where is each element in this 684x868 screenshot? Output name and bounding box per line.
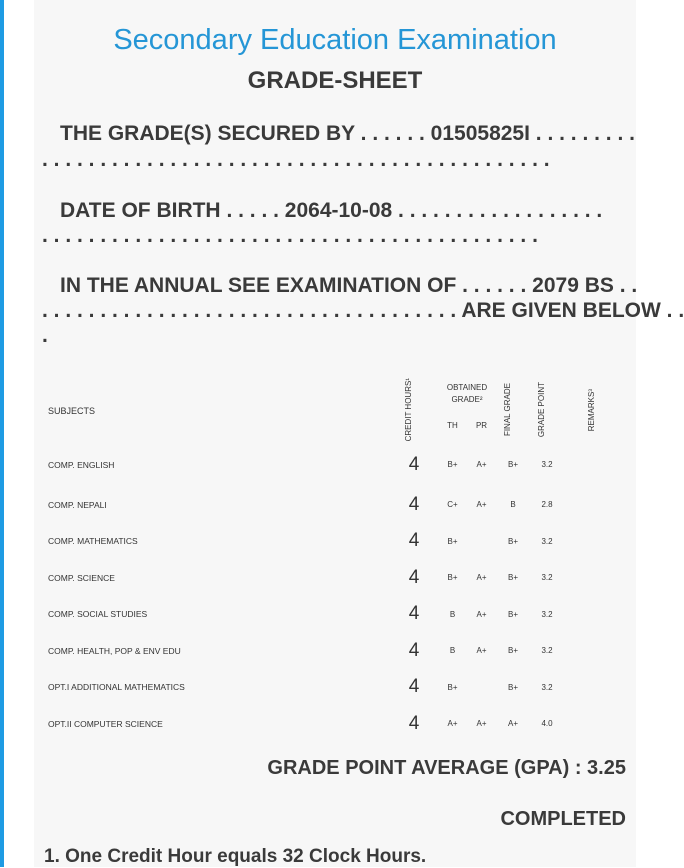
given-below: ARE GIVEN BELOW [461, 299, 661, 322]
grade-sheet [34, 0, 684, 867]
remarks-cell [564, 486, 619, 523]
symbol-number: 01505825I [430, 122, 530, 145]
dob-line: DATE OF BIRTH . . . . . 2064-10-08 . . . . . . . . . . . . . . . . . . [60, 199, 603, 222]
header-pr: PR [475, 421, 488, 431]
header-th: TH [447, 421, 458, 431]
table-header-row [34, 378, 636, 408]
final-grade-cell: B+ [507, 573, 518, 583]
credit-hours-cell: 4 [408, 712, 420, 734]
credit-hours-cell: 4 [408, 493, 420, 515]
exam-year: 2079 BS [532, 274, 614, 297]
table-row [34, 523, 636, 560]
header-grade-point: GRADE POINT [537, 382, 546, 438]
subject-cell: COMP. SOCIAL STUDIES [48, 609, 148, 620]
given-below-line: . . . . . . . . . . . . . . . . . . . . . . . . . . . . . . . . . . . . ARE GIVEN BELOW . . [42, 299, 684, 322]
dotted-leader: . . . . . . . . . . . . . . . . . . . . . . . . . . . . . . . . . . . . . . . . . . . [42, 224, 538, 247]
header-obtained-grade: OBTAINED GRADE² [446, 383, 488, 405]
gpa-summary: GRADE POINT AVERAGE (GPA) : 3.25 [267, 757, 626, 779]
remarks-cell [564, 669, 619, 706]
subject-cell: COMP. MATHEMATICS [48, 536, 138, 547]
theory-grade-cell: B+ [447, 536, 458, 546]
page-subtitle: GRADE-SHEET [247, 67, 423, 94]
table-row [34, 705, 636, 742]
practical-grade-cell: A+ [476, 719, 487, 729]
dob-value: 2064-10-08 [284, 199, 393, 222]
page-title: Secondary Education Examination [113, 24, 557, 56]
spacer-cell [619, 632, 636, 669]
grade-point-cell: 3.2 [541, 536, 553, 546]
spacer-cell [619, 523, 636, 560]
theory-grade-cell: B+ [447, 682, 458, 692]
table-row [34, 669, 636, 706]
final-grade-cell: B+ [507, 646, 518, 656]
remarks-cell [564, 443, 619, 486]
header-credit-hours: CREDIT HOURS¹ [404, 378, 413, 442]
header-final-grade: FINAL GRADE [503, 383, 512, 437]
final-grade-cell: B+ [507, 609, 518, 619]
grade-point-cell: 3.2 [541, 682, 553, 692]
theory-grade-cell: B+ [447, 573, 458, 583]
spacer-cell [619, 669, 636, 706]
final-grade-cell: B [510, 500, 516, 510]
final-grade-cell: B+ [507, 682, 518, 692]
table-row [34, 559, 636, 596]
practical-grade-cell [467, 523, 496, 560]
theory-grade-cell: B [449, 609, 456, 619]
final-grade-cell: B+ [507, 536, 518, 546]
dob-label: DATE OF BIRTH [60, 199, 221, 222]
grade-point-cell: 3.2 [541, 460, 553, 470]
theory-grade-cell: B+ [447, 460, 458, 470]
subject-cell: OPT.I ADDITIONAL MATHEMATICS [48, 682, 185, 693]
practical-grade-cell [467, 669, 496, 706]
spacer-cell [619, 596, 636, 633]
table-row [34, 443, 636, 486]
grade-point-cell: 3.2 [541, 573, 553, 583]
exam-line: IN THE ANNUAL SEE EXAMINATION OF . . . . . . 2079 BS . . [60, 274, 638, 297]
accent-bar [0, 0, 4, 867]
table-row [34, 486, 636, 523]
credit-hours-cell: 4 [408, 566, 420, 588]
dotted-leader: . [42, 324, 48, 347]
header-remarks: REMARKS³ [587, 388, 596, 431]
table-row [34, 596, 636, 633]
table-row [34, 632, 636, 669]
practical-grade-cell: A+ [476, 573, 487, 583]
remarks-cell [564, 632, 619, 669]
theory-grade-cell: C+ [447, 500, 458, 510]
secured-by-line: THE GRADE(S) SECURED BY . . . . . . 01505825I . . . . . . . . . [60, 122, 635, 145]
subject-cell: OPT.II COMPUTER SCIENCE [48, 718, 163, 729]
credit-hours-cell: 4 [408, 603, 420, 625]
credit-hours-cell: 4 [408, 676, 420, 698]
grade-point-cell: 3.2 [541, 646, 553, 656]
spacer-cell [619, 443, 636, 486]
grade-point-cell: 3.2 [541, 609, 553, 619]
final-grade-cell: A+ [507, 719, 518, 729]
dotted-leader: . . . . . . . . . . . . . . . . . . . . . . . . . . . . . . . . . . . . . . . . . . . . [42, 148, 550, 171]
final-grade-cell: B+ [507, 460, 518, 470]
theory-grade-cell: B [449, 646, 456, 656]
header-subjects: SUBJECTS [48, 405, 96, 416]
remarks-cell [564, 559, 619, 596]
status-completed: COMPLETED [500, 808, 626, 830]
credit-hours-cell: 4 [408, 639, 420, 661]
theory-grade-cell: A+ [447, 719, 458, 729]
credit-hours-cell: 4 [408, 453, 420, 475]
grade-point-cell: 2.8 [541, 500, 553, 510]
practical-grade-cell: A+ [476, 500, 487, 510]
subject-cell: COMP. ENGLISH [48, 459, 115, 470]
practical-grade-cell: A+ [476, 460, 487, 470]
practical-grade-cell: A+ [476, 609, 487, 619]
practical-grade-cell: A+ [476, 646, 487, 656]
remarks-cell [564, 705, 619, 742]
exam-label: IN THE ANNUAL SEE EXAMINATION OF [60, 274, 457, 297]
footnote-1: 1. One Credit Hour equals 32 Clock Hours. [44, 846, 427, 867]
subject-cell: COMP. SCIENCE [48, 572, 115, 583]
spacer-cell [619, 559, 636, 596]
subject-cell: COMP. NEPALI [48, 499, 107, 510]
remarks-cell [564, 596, 619, 633]
grade-point-cell: 4.0 [541, 719, 553, 729]
credit-hours-cell: 4 [408, 530, 420, 552]
subject-cell: COMP. HEALTH, POP & ENV EDU [48, 645, 181, 656]
spacer-cell [619, 705, 636, 742]
spacer-cell [619, 486, 636, 523]
secured-by-label: THE GRADE(S) SECURED BY [60, 122, 355, 145]
remarks-cell [564, 523, 619, 560]
grades-table [34, 378, 636, 742]
